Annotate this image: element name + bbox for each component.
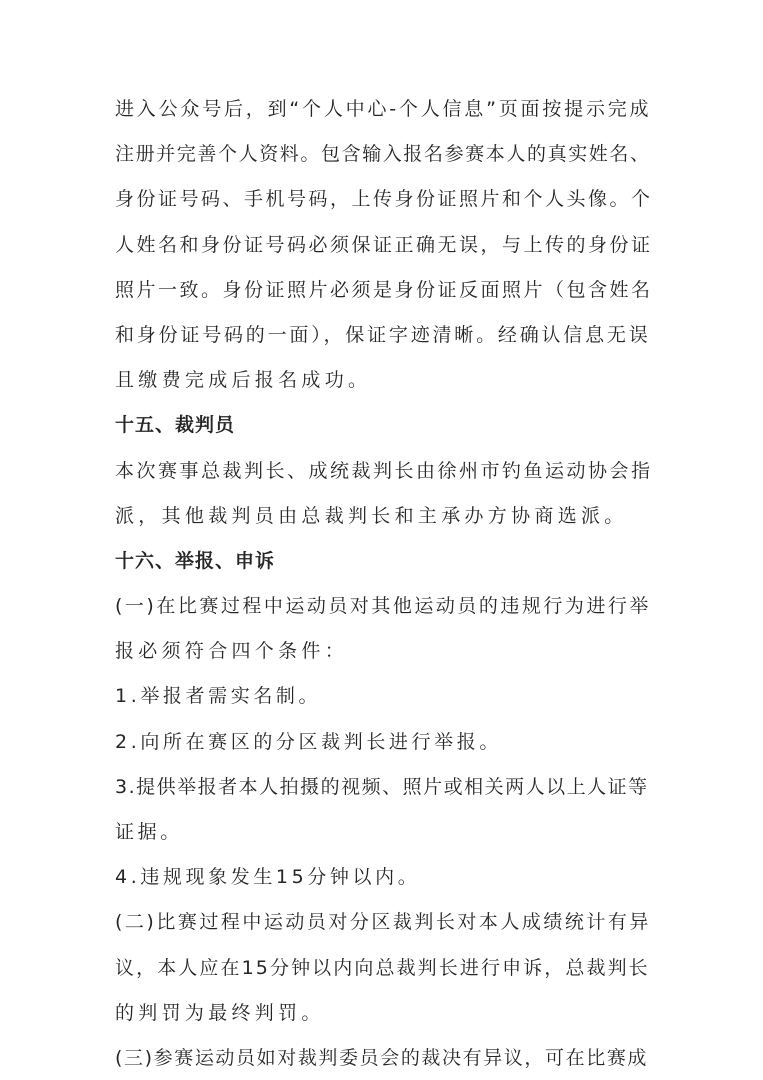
section-heading-16: 十六、举报、申诉	[115, 550, 276, 572]
paragraph-line: 且缴费完成后报名成功。	[115, 369, 372, 391]
paragraph-line: 派，其他裁判员由总裁判长和主承办方协商选派。	[115, 505, 628, 527]
list-item: 3.提供举报者本人拍摄的视频、照片或相关两人以上人证等	[115, 776, 649, 798]
paragraph-line: 人姓名和身份证号码必须保证正确无误，与上传的身份证	[115, 234, 653, 256]
paragraph-line: 议，本人应在15分钟以内向总裁判长进行申诉，总裁判长	[115, 957, 650, 979]
paragraph-line: 本次赛事总裁判长、成统裁判长由徐州市钓鱼运动协会指	[115, 460, 653, 482]
section-heading-15: 十五、裁判员	[115, 414, 236, 436]
paragraph-line: 和身份证号码的一面），保证字迹清晰。经确认信息无误	[115, 324, 651, 346]
paragraph-line: 注册并完善个人资料。包含输入报名参赛本人的真实姓名、	[115, 143, 651, 165]
paragraph-line: 报必须符合四个条件：	[115, 640, 349, 662]
paragraph-line: 进入公众号后，到“个人中心-个人信息”页面按提示完成	[115, 98, 652, 120]
paragraph-line: (三)参赛运动员如对裁判委员会的裁决有异议，可在比赛成	[115, 1047, 649, 1069]
paragraph-line: (一)在比赛过程中运动员对其他运动员的违规行为进行举	[115, 595, 651, 617]
list-item: 2.向所在赛区的分区裁判长进行举报。	[115, 731, 502, 753]
list-item: 1.举报者需实名制。	[115, 685, 322, 707]
paragraph-line: 照片一致。身份证照片必须是身份证反面照片（包含姓名	[115, 279, 653, 301]
paragraph-line: 身份证号码、手机号码，上传身份证照片和个人头像。个	[115, 188, 653, 210]
paragraph-line: 证据。	[115, 821, 183, 843]
paragraph-line: (二)比赛过程中运动员对分区裁判长对本人成绩统计有异	[115, 911, 651, 933]
list-item: 4.违规现象发生15分钟以内。	[115, 866, 421, 888]
paragraph-line: 的判罚为最终判罚。	[115, 1002, 325, 1024]
